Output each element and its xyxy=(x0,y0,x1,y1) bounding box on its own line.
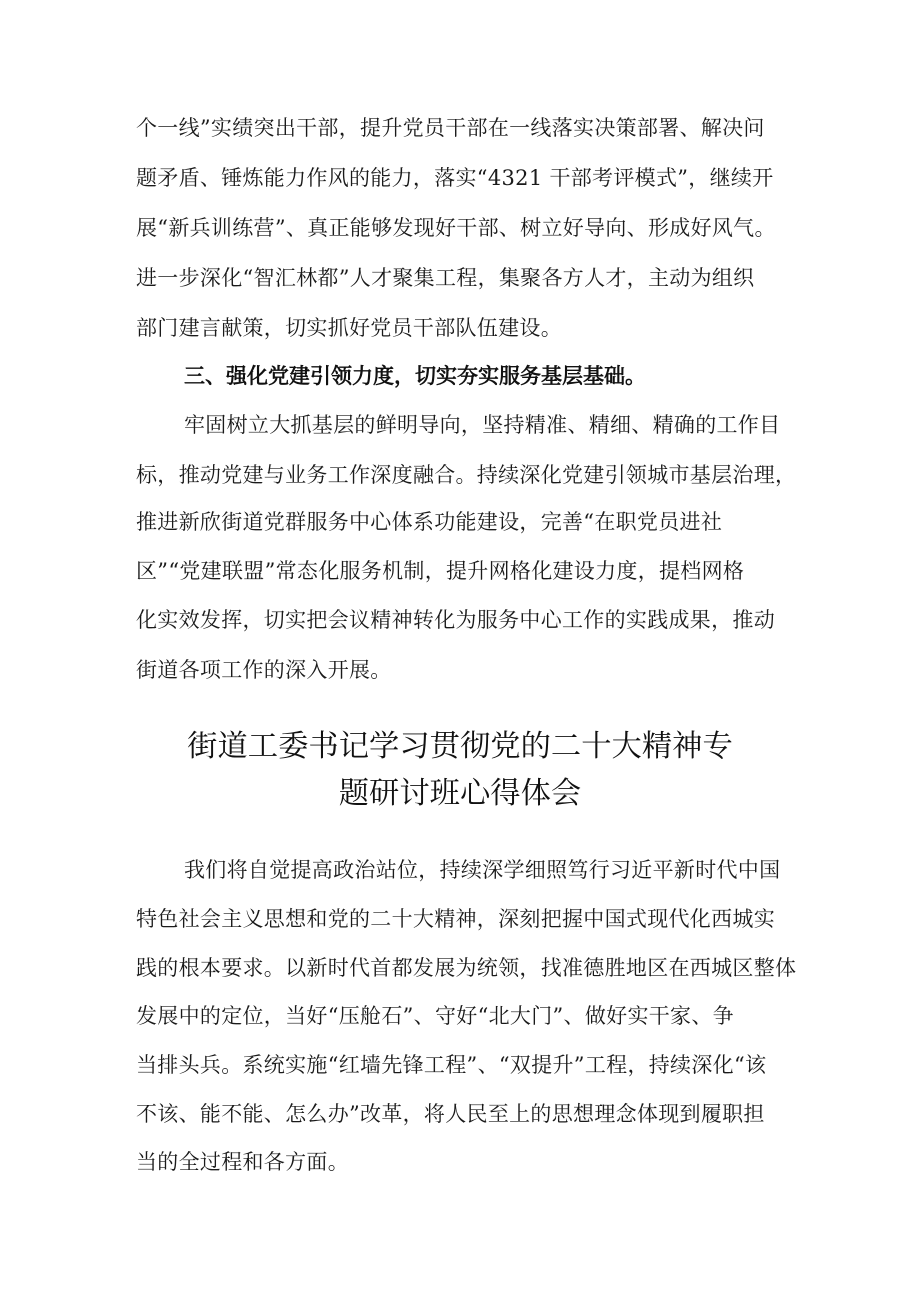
paragraph-line: 展“新兵训练营”、真正能够发现好干部、树立好导向、形成好风气。 xyxy=(136,216,776,240)
paragraph-line: 发展中的定位，当好“压舱石”、守好“北大门”、做好实干家、争 xyxy=(136,1004,734,1028)
paragraph-line: 区”“党建联盟”常态化服务机制，提升网格化建设力度，提档网格 xyxy=(136,559,745,583)
paragraph-line: 标，推动党建与业务工作深度融合。持续深化党建引领城市基层治理， xyxy=(136,463,797,487)
article-title-line: 题研讨班心得体会 xyxy=(338,776,582,811)
section-heading: 三、强化党建引领力度，切实夯实服务基层基础。 xyxy=(184,364,646,388)
article-title-line: 街道工委书记学习贯彻党的二十大精神专 xyxy=(187,729,733,764)
paragraph-line: 当的全过程和各方面。 xyxy=(136,1150,349,1174)
paragraph-line: 牢固树立大抓基层的鲜明导向，坚持精准、精细、精确的工作目 xyxy=(184,413,781,437)
paragraph-line: 特色社会主义思想和党的二十大精神，深刻把握中国式现代化西城实 xyxy=(136,907,775,931)
paragraph-line: 我们将自觉提高政治站位，持续深学细照笃行习近平新时代中国 xyxy=(184,858,781,882)
paragraph-line: 践的根本要求。以新时代首都发展为统领，找准德胜地区在西城区整体 xyxy=(136,956,797,980)
paragraph-line: 推进新欣街道党群服务中心体系功能建设，完善“在职党员进社 xyxy=(136,510,723,534)
paragraph-line: 部门建言献策，切实抓好党员干部队伍建设。 xyxy=(136,316,562,340)
paragraph-line: 街道各项工作的深入开展。 xyxy=(136,658,392,682)
paragraph-line: 化实效发挥，切实把会议精神转化为服务中心工作的实践成果，推动 xyxy=(136,608,775,632)
paragraph-line: 个一线”实绩突出干部，提升党员干部在一线落实决策部署、解决问 xyxy=(136,116,765,140)
paragraph-line: 题矛盾、锤炼能力作风的能力，落实“4321 干部考评模式”，继续开 xyxy=(136,166,774,190)
paragraph-line: 当排头兵。系统实施“红墙先锋工程”、“双提升”工程，持续深化“该 xyxy=(136,1053,767,1077)
paragraph-line: 进一步深化“智汇林都”人才聚集工程，集聚各方人才，主动为组织 xyxy=(136,266,755,290)
paragraph-line: 不该、能不能、怎么办”改革，将人民至上的思想理念体现到履职担 xyxy=(136,1102,765,1126)
